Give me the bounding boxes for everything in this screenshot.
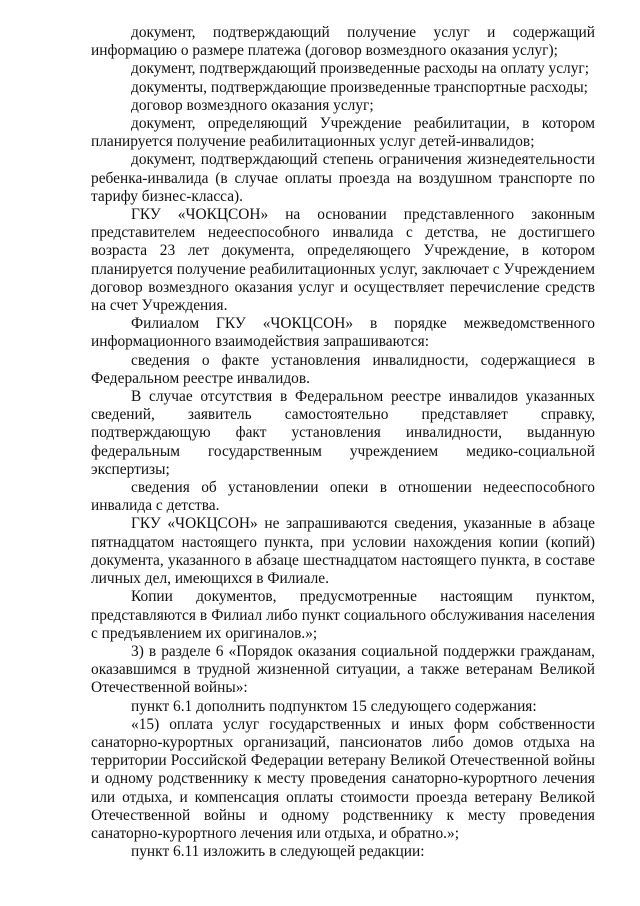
paragraph: документ, подтверждающий степень ограничения жизнедеятельности ребенка-инвалида (в случае оплаты проезда на воздушном транспорте по тарифу бизнес-класса). — [91, 151, 595, 205]
paragraph: сведения об установлении опеки в отношении недееспособного инвалида с детства. — [91, 479, 595, 515]
paragraph: пункт 6.11 изложить в следующей редакции: — [131, 843, 425, 861]
paragraph: договор возмездного оказания услуг; — [131, 96, 374, 114]
paragraph: Копии документов, предусмотренные настоящим пунктом, представляются в Филиал либо пункт социального обслуживания населения с предъявлением их оригиналов.»; — [91, 588, 595, 642]
paragraph: «15) оплата услуг государственных и иных форм собственности санаторно-курортных организаций, пансионатов либо домов отдыха на территории Российской Федерации ветерану Великой Отечественной войны и одному родственнику к месту проведения санаторно-курортного лечения или отдыха, и компенсация оплаты стоимости проезда ветерану Великой Отечественной войны и одному родственнику к месту проведения санаторно-курортного лечения или отдыха, и обратно.»; — [91, 715, 595, 842]
paragraph: документы, подтверждающие произведенные транспортные расходы; — [131, 78, 588, 96]
paragraph: В случае отсутствия в Федеральном реестре инвалидов указанных сведений, заявитель самостоятельно представляет справку, подтверждающую факт установления инвалидности, выданную федеральным государственным учреждением медико-социальной экспертизы; — [91, 388, 595, 478]
paragraph: документ, подтверждающий произведенные расходы на оплату услуг; — [131, 60, 590, 78]
paragraph: ГКУ «ЧОКЦСОН» на основании представленного законным представителем недееспособного инвалида с детства, не достигшего возраста 23 лет документа, определяющего Учреждение, в котором планируется получение реабилитационных услуг, заключает с Учреждением договор возмездного оказания услуг и осуществляет перечисление средств на счет Учреждения. — [91, 206, 595, 315]
paragraph: сведения о факте установления инвалидности, содержащиеся в Федеральном реестре инвалидов. — [91, 351, 595, 387]
paragraph: Филиалом ГКУ «ЧОКЦСОН» в порядке межведомственного информационного взаимодействия запрашиваются: — [91, 315, 595, 351]
paragraph: пункт 6.1 дополнить подпунктом 15 следующего содержания: — [131, 697, 537, 715]
paragraph: 3) в разделе 6 «Порядок оказания социальной поддержки гражданам, оказавшимся в трудной жизненной ситуации, а также ветеранам Великой Отечественной войны»: — [91, 642, 595, 697]
paragraph: документ, подтверждающий получение услуг и содержащий информацию о размере платежа (договор возмездного оказания услуг); — [91, 24, 595, 60]
paragraph: документ, определяющий Учреждение реабилитации, в котором планируется получение реабилитационных услуг детей-инвалидов; — [91, 115, 595, 151]
document-body — [91, 24, 595, 861]
paragraph: ГКУ «ЧОКЦСОН» не запрашиваются сведения, указанные в абзаце пятнадцатом настоящего пункта, при условии нахождения копии (копий) документа, указанного в абзаце шестнадцатом настоящего пункта, в составе личных дел, имеющихся в Филиале. — [91, 515, 595, 588]
